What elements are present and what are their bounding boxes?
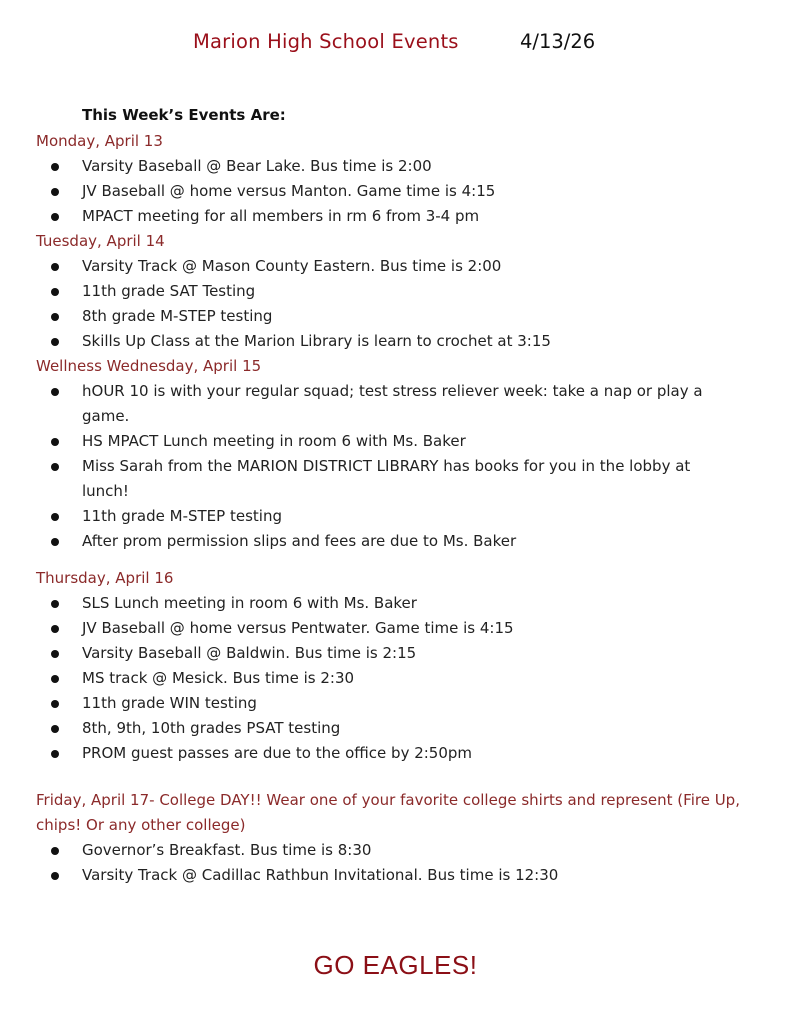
bullet-icon	[51, 675, 59, 683]
event-text: 11th grade SAT Testing	[82, 282, 256, 300]
bullet-icon	[51, 700, 59, 708]
event-item	[36, 379, 734, 429]
event-item	[36, 254, 734, 279]
event-text: MPACT meeting for all members in rm 6 from 3-4 pm	[82, 207, 480, 225]
event-list	[36, 254, 756, 354]
bullet-icon	[51, 463, 59, 471]
event-text: JV Baseball @ home versus Pentwater. Game time is 4:15	[82, 619, 514, 637]
page-date: 4/13/26	[520, 30, 596, 53]
event-text: Varsity Track @ Cadillac Rathbun Invitational. Bus time is 12:30	[82, 866, 559, 884]
event-item	[36, 329, 734, 354]
event-item	[36, 863, 734, 888]
event-item	[36, 666, 734, 691]
event-item	[36, 616, 734, 641]
bullet-icon	[51, 847, 59, 855]
event-item	[36, 641, 734, 666]
bullet-icon	[51, 388, 59, 396]
event-text: PROM guest passes are due to the office by 2:50pm	[82, 744, 473, 762]
event-item	[36, 429, 734, 454]
event-item	[36, 154, 734, 179]
event-item	[36, 279, 734, 304]
event-item	[36, 529, 734, 554]
event-item	[36, 179, 734, 204]
event-text: MS track @ Mesick. Bus time is 2:30	[82, 669, 355, 687]
event-text: Varsity Track @ Mason County Eastern. Bus time is 2:00	[82, 257, 502, 275]
bullet-icon	[51, 625, 59, 633]
day-section-wednesday	[36, 354, 756, 554]
event-item	[36, 838, 734, 863]
day-section-tuesday	[36, 229, 756, 354]
event-item	[36, 691, 734, 716]
bullet-icon	[51, 538, 59, 546]
event-text: JV Baseball @ home versus Manton. Game time is 4:15	[82, 182, 496, 200]
bullet-icon	[51, 872, 59, 880]
bullet-icon	[51, 313, 59, 321]
event-list	[36, 591, 756, 766]
page-footer	[0, 950, 791, 981]
bullet-icon	[51, 288, 59, 296]
event-list	[36, 838, 756, 888]
event-item	[36, 504, 734, 529]
footer-slogan: GO EAGLES!	[313, 950, 478, 980]
bullet-icon	[51, 163, 59, 171]
bullet-icon	[51, 725, 59, 733]
bullet-icon	[51, 338, 59, 346]
event-text: 8th grade M-STEP testing	[82, 307, 273, 325]
event-item	[36, 304, 734, 329]
event-text: hOUR 10 is with your regular squad; test stress reliever week: take a nap or play a game.	[82, 382, 703, 425]
day-section-friday	[36, 788, 756, 888]
bullet-icon	[51, 188, 59, 196]
page-title: Marion High School Events	[193, 30, 459, 53]
day-section-thursday	[36, 566, 756, 766]
day-heading: Monday, April 13	[36, 132, 163, 150]
event-item	[36, 741, 734, 766]
event-item	[36, 591, 734, 616]
event-text: Skills Up Class at the Marion Library is learn to crochet at 3:15	[82, 332, 551, 350]
event-item	[36, 454, 734, 504]
event-text: Varsity Baseball @ Bear Lake. Bus time is 2:00	[82, 157, 432, 175]
page-header	[0, 30, 791, 62]
bullet-icon	[51, 438, 59, 446]
bullet-icon	[51, 513, 59, 521]
bullet-icon	[51, 650, 59, 658]
event-text: Miss Sarah from the MARION DISTRICT LIBRARY has books for you in the lobby at lunch!	[82, 457, 691, 500]
event-text: 11th grade M-STEP testing	[82, 507, 282, 525]
day-heading: Thursday, April 16	[36, 569, 174, 587]
event-text: 11th grade WIN testing	[82, 694, 257, 712]
intro-heading: This Week’s Events Are:	[82, 106, 286, 124]
event-list	[36, 379, 756, 554]
event-text: Varsity Baseball @ Baldwin. Bus time is 2:15	[82, 644, 417, 662]
bullet-icon	[51, 213, 59, 221]
day-heading: Tuesday, April 14	[36, 232, 165, 250]
event-text: After prom permission slips and fees are due to Ms. Baker	[82, 532, 517, 550]
event-item	[36, 204, 734, 229]
event-text: Governor’s Breakfast. Bus time is 8:30	[82, 841, 372, 859]
event-item	[36, 716, 734, 741]
bullet-icon	[51, 263, 59, 271]
bullet-icon	[51, 600, 59, 608]
day-heading: Wellness Wednesday, April 15	[36, 357, 262, 375]
day-section-monday	[36, 129, 756, 229]
day-heading: Friday, April 17- College DAY!! Wear one of your favorite college shirts and represent (Fire Up, chips! Or any other college)	[36, 791, 740, 834]
events-content	[36, 129, 756, 888]
event-list	[36, 154, 756, 229]
event-text: SLS Lunch meeting in room 6 with Ms. Baker	[82, 594, 417, 612]
event-text: 8th, 9th, 10th grades PSAT testing	[82, 719, 341, 737]
event-text: HS MPACT Lunch meeting in room 6 with Ms. Baker	[82, 432, 466, 450]
bullet-icon	[51, 750, 59, 758]
